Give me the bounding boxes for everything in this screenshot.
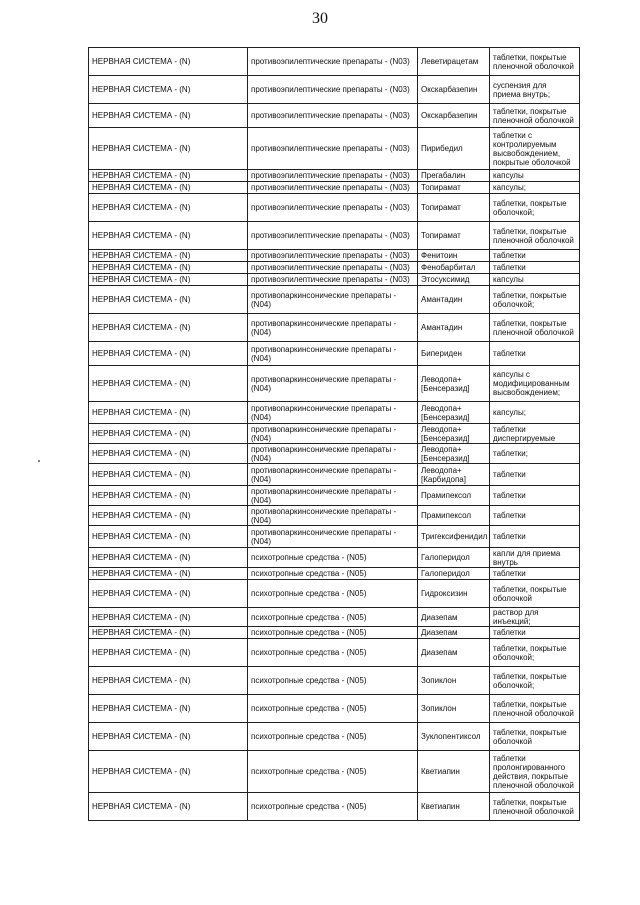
table-row (89, 464, 580, 486)
table-row (89, 286, 580, 314)
dosage-form-cell: капсулы (490, 274, 580, 286)
table-row (89, 639, 580, 667)
drug-name-cell: Леводопа+[Бенсеразид] (418, 366, 490, 402)
group-cell: НЕРВНАЯ СИСТЕМА - (N) (89, 486, 248, 506)
drug-name-cell: Леводопа+[Карбидопа] (418, 464, 490, 486)
drug-name-cell: Этосуксимид (418, 274, 490, 286)
table-row (89, 627, 580, 639)
group-cell: НЕРВНАЯ СИСТЕМА - (N) (89, 667, 248, 695)
drug-name-cell: Тригексифенидил (418, 526, 490, 548)
page-number: 30 (312, 10, 328, 27)
drug-name-cell: Галоперидол (418, 568, 490, 580)
group-cell: НЕРВНАЯ СИСТЕМА - (N) (89, 695, 248, 723)
dosage-form-cell: капли для приема внутрь (490, 548, 580, 568)
group-cell: НЕРВНАЯ СИСТЕМА - (N) (89, 48, 248, 76)
subgroup-cell: психотропные средства - (N05) (248, 627, 418, 639)
drug-name-cell: Бипериден (418, 342, 490, 366)
subgroup-cell: противоэпилептические препараты - (N03) (248, 262, 418, 274)
table-row (89, 182, 580, 194)
table-row (89, 444, 580, 464)
dosage-form-cell: капсулы (490, 170, 580, 182)
dosage-form-cell: таблетки (490, 464, 580, 486)
dosage-form-cell: таблетки, покрытые оболочкой (490, 723, 580, 751)
drug-list-body (89, 48, 580, 821)
dosage-form-cell: таблетки (490, 262, 580, 274)
group-cell: НЕРВНАЯ СИСТЕМА - (N) (89, 568, 248, 580)
table-row (89, 667, 580, 695)
drug-name-cell: Прегабалин (418, 170, 490, 182)
dosage-form-cell: раствор для инъекций; (490, 608, 580, 627)
table-row (89, 402, 580, 424)
table-row (89, 222, 580, 250)
subgroup-cell: противопаркинсонические препараты - (N04) (248, 342, 418, 366)
table-row (89, 506, 580, 526)
subgroup-cell: противоэпилептические препараты - (N03) (248, 222, 418, 250)
group-cell: НЕРВНАЯ СИСТЕМА - (N) (89, 182, 248, 194)
drug-name-cell: Гидроксизин (418, 580, 490, 608)
group-cell: НЕРВНАЯ СИСТЕМА - (N) (89, 262, 248, 274)
drug-name-cell: Фенитоин (418, 250, 490, 262)
table-row (89, 793, 580, 821)
table-row (89, 751, 580, 793)
dosage-form-cell: таблетки, покрытые оболочкой; (490, 639, 580, 667)
table-row (89, 76, 580, 104)
dosage-form-cell: таблетки, покрытые оболочкой; (490, 286, 580, 314)
drug-name-cell: Леводопа+[Бенсеразид] (418, 424, 490, 444)
group-cell: НЕРВНАЯ СИСТЕМА - (N) (89, 342, 248, 366)
group-cell: НЕРВНАЯ СИСТЕМА - (N) (89, 222, 248, 250)
subgroup-cell: противопаркинсонические препараты - (N04) (248, 486, 418, 506)
drug-name-cell: Окскарбазепин (418, 104, 490, 128)
subgroup-cell: противопаркинсонические препараты - (N04) (248, 444, 418, 464)
subgroup-cell: противопаркинсонические препараты - (N04) (248, 314, 418, 342)
table-row (89, 548, 580, 568)
subgroup-cell: противопаркинсонические препараты - (N04) (248, 526, 418, 548)
table-row (89, 48, 580, 76)
group-cell: НЕРВНАЯ СИСТЕМА - (N) (89, 580, 248, 608)
dosage-form-cell: таблетки, покрытые пленочной оболочкой (490, 314, 580, 342)
drug-name-cell: Топирамат (418, 182, 490, 194)
drug-name-cell: Зопиклон (418, 667, 490, 695)
drug-name-cell: Фенобарбитал (418, 262, 490, 274)
table-row (89, 342, 580, 366)
drug-name-cell: Зопиклон (418, 695, 490, 723)
subgroup-cell: противопаркинсонические препараты - (N04) (248, 424, 418, 444)
table-row (89, 128, 580, 170)
subgroup-cell: психотропные средства - (N05) (248, 695, 418, 723)
dosage-form-cell: суспензия для приема внутрь; (490, 76, 580, 104)
group-cell: НЕРВНАЯ СИСТЕМА - (N) (89, 76, 248, 104)
group-cell: НЕРВНАЯ СИСТЕМА - (N) (89, 366, 248, 402)
subgroup-cell: противопаркинсонические препараты - (N04) (248, 286, 418, 314)
group-cell: НЕРВНАЯ СИСТЕМА - (N) (89, 286, 248, 314)
drug-name-cell: Кветиапин (418, 793, 490, 821)
group-cell: НЕРВНАЯ СИСТЕМА - (N) (89, 639, 248, 667)
subgroup-cell: психотропные средства - (N05) (248, 548, 418, 568)
subgroup-cell: противоэпилептические препараты - (N03) (248, 274, 418, 286)
dosage-form-cell: капсулы с модифицированным высвобождением; (490, 366, 580, 402)
group-cell: НЕРВНАЯ СИСТЕМА - (N) (89, 314, 248, 342)
drug-name-cell: Окскарбазепин (418, 76, 490, 104)
subgroup-cell: психотропные средства - (N05) (248, 667, 418, 695)
dosage-form-cell: таблетки, покрытые оболочкой (490, 580, 580, 608)
dosage-form-cell: таблетки; (490, 444, 580, 464)
drug-name-cell: Кветиапин (418, 751, 490, 793)
subgroup-cell: психотропные средства - (N05) (248, 580, 418, 608)
dosage-form-cell: таблетки диспергируемые (490, 424, 580, 444)
group-cell: НЕРВНАЯ СИСТЕМА - (N) (89, 104, 248, 128)
group-cell: НЕРВНАЯ СИСТЕМА - (N) (89, 627, 248, 639)
dosage-form-cell: таблетки, покрытые оболочкой; (490, 667, 580, 695)
drug-list-table (88, 47, 580, 821)
subgroup-cell: противоэпилептические препараты - (N03) (248, 194, 418, 222)
group-cell: НЕРВНАЯ СИСТЕМА - (N) (89, 751, 248, 793)
dosage-form-cell: капсулы; (490, 402, 580, 424)
subgroup-cell: противопаркинсонические препараты - (N04) (248, 506, 418, 526)
subgroup-cell: психотропные средства - (N05) (248, 793, 418, 821)
table-row (89, 366, 580, 402)
drug-name-cell: Прамипексол (418, 486, 490, 506)
dosage-form-cell: таблетки (490, 342, 580, 366)
dosage-form-cell: таблетки (490, 526, 580, 548)
subgroup-cell: противоэпилептические препараты - (N03) (248, 128, 418, 170)
dosage-form-cell: капсулы; (490, 182, 580, 194)
drug-name-cell: Пирибедил (418, 128, 490, 170)
subgroup-cell: психотропные средства - (N05) (248, 723, 418, 751)
group-cell: НЕРВНАЯ СИСТЕМА - (N) (89, 506, 248, 526)
drug-name-cell: Леводопа+[Бенсеразид] (418, 444, 490, 464)
dosage-form-cell: таблетки, покрытые пленочной оболочкой (490, 222, 580, 250)
table-row (89, 695, 580, 723)
table-row (89, 424, 580, 444)
table-row (89, 314, 580, 342)
drug-name-cell: Галоперидол (418, 548, 490, 568)
drug-name-cell: Леветирацетам (418, 48, 490, 76)
group-cell: НЕРВНАЯ СИСТЕМА - (N) (89, 128, 248, 170)
dosage-form-cell: таблетки, покрытые оболочкой; (490, 194, 580, 222)
group-cell: НЕРВНАЯ СИСТЕМА - (N) (89, 250, 248, 262)
table-row (89, 104, 580, 128)
table-row (89, 194, 580, 222)
subgroup-cell: противопаркинсонические препараты - (N04) (248, 402, 418, 424)
table-row (89, 250, 580, 262)
table-row (89, 568, 580, 580)
subgroup-cell: противоэпилептические препараты - (N03) (248, 250, 418, 262)
drug-name-cell: Диазепам (418, 627, 490, 639)
group-cell: НЕРВНАЯ СИСТЕМА - (N) (89, 424, 248, 444)
drug-name-cell: Амантадин (418, 286, 490, 314)
dosage-form-cell: таблетки пролонгированного действия, покрытые пленочной оболочкой (490, 751, 580, 793)
dosage-form-cell: таблетки с контролируемым высвобождением, покрытые оболочкой (490, 128, 580, 170)
group-cell: НЕРВНАЯ СИСТЕМА - (N) (89, 170, 248, 182)
table-row (89, 723, 580, 751)
table-row (89, 170, 580, 182)
dosage-form-cell: таблетки (490, 486, 580, 506)
table-row (89, 580, 580, 608)
group-cell: НЕРВНАЯ СИСТЕМА - (N) (89, 402, 248, 424)
subgroup-cell: психотропные средства - (N05) (248, 568, 418, 580)
dosage-form-cell: таблетки (490, 506, 580, 526)
subgroup-cell: психотропные средства - (N05) (248, 639, 418, 667)
drug-name-cell: Диазепам (418, 639, 490, 667)
subgroup-cell: психотропные средства - (N05) (248, 751, 418, 793)
subgroup-cell: противопаркинсонические препараты - (N04) (248, 366, 418, 402)
subgroup-cell: противоэпилептические препараты - (N03) (248, 182, 418, 194)
drug-name-cell: Амантадин (418, 314, 490, 342)
subgroup-cell: противоэпилептические препараты - (N03) (248, 104, 418, 128)
subgroup-cell: противоэпилептические препараты - (N03) (248, 48, 418, 76)
subgroup-cell: противоэпилептические препараты - (N03) (248, 76, 418, 104)
group-cell: НЕРВНАЯ СИСТЕМА - (N) (89, 274, 248, 286)
dosage-form-cell: таблетки (490, 568, 580, 580)
subgroup-cell: противопаркинсонические препараты - (N04) (248, 464, 418, 486)
dosage-form-cell: таблетки, покрытые пленочной оболочкой (490, 104, 580, 128)
group-cell: НЕРВНАЯ СИСТЕМА - (N) (89, 194, 248, 222)
table-row (89, 608, 580, 627)
dosage-form-cell: таблетки (490, 627, 580, 639)
group-cell: НЕРВНАЯ СИСТЕМА - (N) (89, 793, 248, 821)
group-cell: НЕРВНАЯ СИСТЕМА - (N) (89, 723, 248, 751)
drug-name-cell: Топирамат (418, 222, 490, 250)
drug-name-cell: Прамипексол (418, 506, 490, 526)
group-cell: НЕРВНАЯ СИСТЕМА - (N) (89, 548, 248, 568)
group-cell: НЕРВНАЯ СИСТЕМА - (N) (89, 608, 248, 627)
dosage-form-cell: таблетки, покрытые пленочной оболочкой (490, 48, 580, 76)
dosage-form-cell: таблетки, покрытые пленочной оболочкой (490, 695, 580, 723)
table-row (89, 274, 580, 286)
drug-name-cell: Зуклопентиксол (418, 723, 490, 751)
drug-name-cell: Диазепам (418, 608, 490, 627)
group-cell: НЕРВНАЯ СИСТЕМА - (N) (89, 444, 248, 464)
dosage-form-cell: таблетки (490, 250, 580, 262)
table-row (89, 262, 580, 274)
table-row (89, 486, 580, 506)
group-cell: НЕРВНАЯ СИСТЕМА - (N) (89, 464, 248, 486)
table-row (89, 526, 580, 548)
drug-name-cell: Топирамат (418, 194, 490, 222)
group-cell: НЕРВНАЯ СИСТЕМА - (N) (89, 526, 248, 548)
subgroup-cell: противоэпилептические препараты - (N03) (248, 170, 418, 182)
subgroup-cell: психотропные средства - (N05) (248, 608, 418, 627)
drug-name-cell: Леводопа+[Бенсеразид] (418, 402, 490, 424)
scan-speck (38, 460, 40, 462)
dosage-form-cell: таблетки, покрытые пленочной оболочкой (490, 793, 580, 821)
